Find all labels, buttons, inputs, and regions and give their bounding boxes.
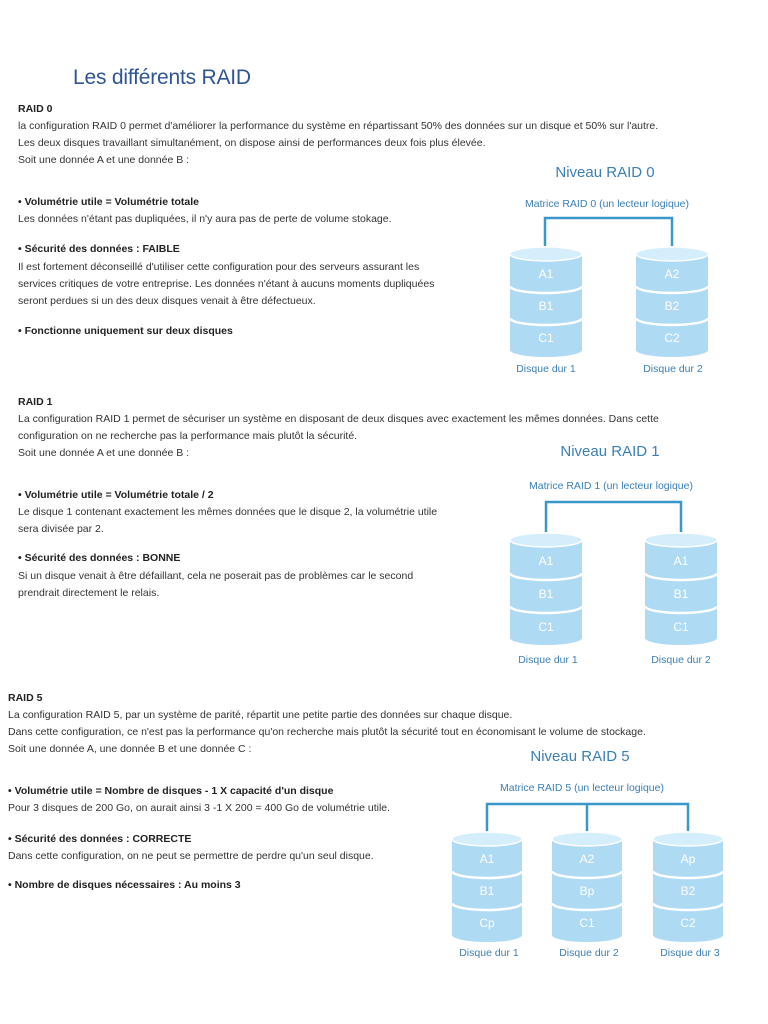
bullet-title: • Volumétrie utile = Nombre de disques - 1 X capacité d'un disque — [8, 785, 334, 797]
bullet-title: • Fonctionne uniquement sur deux disques — [18, 325, 233, 337]
bullet-title: • Sécurité des données : CORRECTE — [8, 833, 192, 845]
disk-caption: Disque dur 2 — [559, 947, 619, 959]
disk-block-label: B1 — [479, 884, 495, 898]
disk-block-label: A2 — [579, 852, 595, 866]
disk-caption: Disque dur 1 — [518, 654, 578, 666]
intro-line: La configuration RAID 5, par un système de parité, répartit une petite partie des données sur chaque disque. — [8, 709, 513, 721]
section-heading: RAID 1 — [18, 396, 53, 408]
disk-caption: Disque dur 1 — [516, 363, 576, 375]
disk-block-label: A1 — [538, 267, 554, 281]
bullet-title: • Sécurité des données : FAIBLE — [18, 243, 180, 255]
diagram-title: Niveau RAID 5 — [530, 748, 630, 765]
disk-bottom — [552, 928, 622, 942]
diagram-title: Niveau RAID 1 — [560, 443, 660, 460]
bullet-text: Pour 3 disques de 200 Go, on aurait ainsi 3 -1 X 200 = 400 Go de volumétrie utile. — [8, 802, 391, 814]
intro-line: Soit une donnée A et une donnée B : — [18, 154, 190, 166]
diagram-subtitle: Matrice RAID 0 (un lecteur logique) — [525, 198, 689, 210]
disk-block-label: B2 — [664, 299, 680, 313]
disk-bottom — [452, 928, 522, 942]
disk-block-label: B1 — [538, 299, 554, 313]
bullet-text: Dans cette configuration, on ne peut se permettre de perdre qu'un seul disque. — [8, 850, 374, 862]
disk-block-label: Ap — [680, 852, 696, 866]
intro-line: Soit une donnée A, une donnée B et une donnée C : — [8, 743, 252, 755]
intro-line: la configuration RAID 0 permet d'améliorer la performance du système en répartissant 50% des données sur un disque et 50% sur l'autre. — [18, 120, 659, 132]
disk-block-label: C1 — [538, 620, 554, 634]
intro-line: configuration on ne recherche pas la performance mais plutôt la sécurité. — [18, 430, 358, 442]
bullet-text: prendrait directement le relais. — [18, 587, 160, 599]
disk-block-label: A2 — [664, 267, 680, 281]
disk-block-label: C2 — [680, 916, 696, 930]
disk-caption: Disque dur 1 — [459, 947, 519, 959]
diagram-subtitle: Matrice RAID 5 (un lecteur logique) — [500, 782, 664, 794]
intro-line: Soit une donnée A et une donnée B : — [18, 447, 190, 459]
bullet-text: seront perdues si un des deux disques venait à être défectueux. — [18, 295, 316, 307]
disk-block-label: B1 — [538, 587, 554, 601]
bullet-text: sera divisée par 2. — [18, 523, 104, 535]
connector-line — [487, 804, 688, 831]
disk-block-label: Bp — [579, 884, 595, 898]
disk-top — [452, 832, 522, 846]
disk-caption: Disque dur 3 — [660, 947, 720, 959]
diagram-subtitle: Matrice RAID 1 (un lecteur logique) — [529, 480, 693, 492]
bullet-text: Il est fortement déconseillé d'utiliser cette configuration pour des serveurs assurant les — [18, 261, 420, 273]
disk-caption: Disque dur 2 — [643, 363, 703, 375]
disk-block-label: C1 — [538, 331, 554, 345]
section-heading: RAID 0 — [18, 103, 53, 115]
disk-block-label: C1 — [673, 620, 689, 634]
disk-caption: Disque dur 2 — [651, 654, 711, 666]
disk-top — [552, 832, 622, 846]
bullet-title: • Nombre de disques nécessaires : Au moins 3 — [8, 879, 241, 891]
bullet-title: • Sécurité des données : BONNE — [18, 552, 181, 564]
intro-line: Dans cette configuration, ce n'est pas la performance qu'on recherche mais plutôt la sécurité tout en économisant le volume de stockage. — [8, 726, 646, 738]
disk-block-label: A1 — [673, 554, 689, 568]
disk-bottom — [653, 928, 723, 942]
disk-3 — [653, 832, 723, 959]
bullet-title: • Volumétrie utile = Volumétrie totale / 2 — [18, 489, 214, 501]
disk-block-label: B2 — [680, 884, 696, 898]
disk-block-label: C1 — [579, 916, 595, 930]
page-title: Les différents RAID — [73, 66, 251, 89]
disk-block-label: C2 — [664, 331, 680, 345]
disk-top — [653, 832, 723, 846]
intro-line: Les deux disques travaillant simultanément, on dispose ainsi de performances deux fois plus élevée. — [18, 137, 486, 149]
disk-1 — [452, 832, 522, 959]
bullet-text: Si un disque venait à être défaillant, cela ne poserait pas de problèmes car le second — [18, 570, 414, 582]
diagram-title: Niveau RAID 0 — [555, 164, 655, 181]
disk-2 — [552, 832, 622, 959]
bullet-text: Le disque 1 contenant exactement les mêmes données que le disque 2, la volumétrie utile — [18, 506, 438, 518]
intro-line: La configuration RAID 1 permet de sécuriser un système en disposant de deux disques avec exactement les mêmes données. Dans cette — [18, 413, 659, 425]
disk-block-label: A1 — [479, 852, 495, 866]
disk-block-label: Cp — [479, 916, 495, 930]
disk-block-label: A1 — [538, 554, 554, 568]
bullet-text: Les données n'étant pas dupliquées, il n'y aura pas de perte de volume stokage. — [18, 213, 392, 225]
bullet-title: • Volumétrie utile = Volumétrie totale — [18, 196, 199, 208]
bullet-text: services critiques de votre entreprise. Les données n'étant à aucuns moments dupliquées — [18, 278, 435, 290]
disk-block-label: B1 — [673, 587, 689, 601]
section-heading: RAID 5 — [8, 692, 43, 704]
